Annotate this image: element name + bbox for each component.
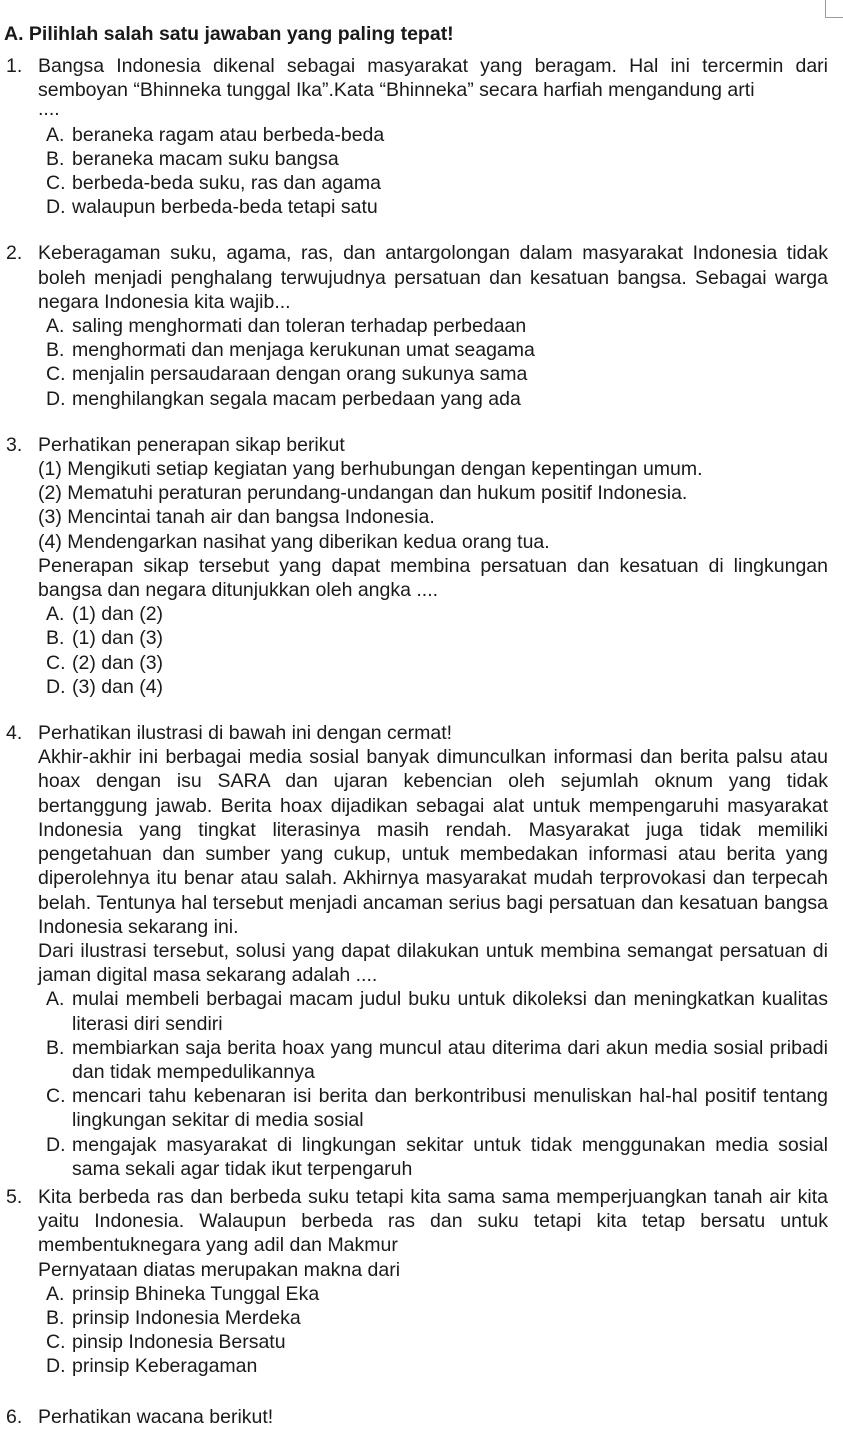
option-letter: C. [46,1085,66,1108]
option-a[interactable] [46,314,828,338]
option-text: (1) dan (3) [72,627,164,650]
option-text: menjalin persaudaraan dengan orang sukunya sama [72,363,528,386]
option-a[interactable] [46,1282,828,1306]
option-d[interactable] [46,1354,828,1378]
question-1 [4,54,828,219]
option-b[interactable] [46,1036,828,1084]
option-d[interactable] [46,195,828,219]
option-letter: D. [46,387,66,410]
question-sheet [4,22,828,1429]
question-passage: Akhir-akhir ini berbagai media sosial banyak dimunculkan informasi dan berita palsu atau hoax dengan isu SARA dan ujaran kebencian oleh sejumlah oknum yang tidak bertanggung jawab. Berita hoax dijadikan sebagai alat untuk mempengaruhi masyarakat Indonesia yang tingkat literasinya masih rendah. Masyarakat juga tidak memiliki pengetahuan dan sumber yang cukup, untuk membedakan informasi atau berita yang diperolehnya itu benar atau salah. Akhirnya masyarakat mudah terprovokasi dan terpecah belah. Tentunya hal tersebut menjadi ancaman serius bagi persatuan dan kesatuan bangsa Indonesia sekarang ini. [38,746,828,938]
option-letter: B. [46,1036,65,1059]
option-text: mencari tahu kebenaran isi berita dan berkontribusi menuliskan hal-hal positif tentang lingkungan sekitar di media sosial [72,1085,828,1132]
option-b[interactable] [46,338,828,362]
statement-4: (4) Mendengarkan nasihat yang diberikan kedua orang tua. [38,530,550,553]
option-c[interactable] [46,171,828,195]
option-a[interactable] [46,123,828,147]
option-d[interactable] [46,675,828,699]
option-letter: D. [46,1355,66,1378]
question-number: 1. [6,55,23,78]
question-ellipsis: .... [38,97,60,120]
option-letter: B. [46,147,65,170]
question-prompt: Dari ilustrasi tersebut, solusi yang dapat dilakukan untuk membina semangat persatuan di jaman digital masa sekarang adalah .... [38,939,828,987]
option-letter: D. [46,675,66,698]
option-b[interactable] [46,147,828,171]
option-text: (1) dan (2) [72,603,164,626]
question-2 [4,241,828,410]
option-text: menghilangkan segala macam perbedaan yang ada [72,387,521,410]
option-b[interactable] [46,1306,828,1330]
question-3 [4,433,828,699]
option-c[interactable] [46,651,828,675]
section-title: A. Pilihlah salah satu jawaban yang paling tepat! [4,23,454,45]
option-text: pinsip Indonesia Bersatu [72,1331,286,1354]
question-prompt: Pernyataan diatas merupakan makna dari [38,1258,401,1281]
option-letter: A. [46,315,65,338]
option-letter: A. [46,1282,65,1305]
question-text: Kita berbeda ras dan berbeda suku tetapi kita sama sama memperjuangkan tanah air kita yaitu Indonesia. Walaupun berbeda ras dan suku tetapi kita tetap bersatu untuk membentuknegara yang adil dan Makmur [38,1185,828,1257]
option-letter: A. [46,988,65,1011]
option-c[interactable] [46,1084,828,1132]
option-text: (2) dan (3) [72,651,164,674]
option-text: berbeda-beda suku, ras dan agama [72,172,381,195]
option-text: membiarkan saja berita hoax yang muncul atau diterima dari akun media sosial pribadi dan tidak mempedulikannya [72,1036,828,1083]
option-text: beraneka ragam atau berbeda-beda [72,123,385,146]
option-letter: A. [46,123,65,146]
option-a[interactable] [46,602,828,626]
option-letter: D. [46,196,66,219]
statement-3: (3) Mencintai tanah air dan bangsa Indonesia. [38,506,435,529]
option-letter: C. [46,172,66,195]
option-letter: B. [46,339,65,362]
question-number: 6. [6,1405,23,1428]
page-corner-mark [825,0,843,18]
option-letter: C. [46,1331,66,1354]
question-text: Perhatikan penerapan sikap berikut [38,433,345,456]
statement-2: (2) Mematuhi peraturan perundang-undangan dan hukum positif Indonesia. [38,482,688,505]
question-prompt: Penerapan sikap tersebut yang dapat membina persatuan dan kesatuan di lingkungan bangsa dan negara ditunjukkan oleh angka .... [38,554,828,602]
question-text: Perhatikan ilustrasi di bawah ini dengan cermat! [38,722,453,745]
question-text: Keberagaman suku, agama, ras, dan antargolongan dalam masyarakat Indonesia tidak boleh menjadi penghalang terwujudnya persatuan dan kesatuan bangsa. Sebagai warga negara Indonesia kita wajib... [38,242,828,313]
question-6 [4,1405,828,1429]
option-c[interactable] [46,1330,828,1354]
question-number: 2. [6,242,23,265]
option-text: prinsip Indonesia Merdeka [72,1306,301,1329]
question-number: 3. [6,433,23,456]
question-4 [4,721,828,1181]
option-letter: D. [46,1133,66,1156]
option-b[interactable] [46,626,828,650]
question-text: Bangsa Indonesia dikenal sebagai masyarakat yang beragam. Hal ini tercermin dari semboyan “Bhinneka tunggal Ika”.Kata “Bhinneka” secara harfiah mengandung arti [38,55,828,102]
option-d[interactable] [46,387,828,411]
option-c[interactable] [46,362,828,386]
option-text: menghormati dan menjaga kerukunan umat seagama [72,339,535,362]
option-text: mulai membeli berbagai macam judul buku untuk dikoleksi dan meningkatkan kualitas literasi diri sendiri [72,988,828,1035]
option-d[interactable] [46,1133,828,1181]
option-text: mengajak masyarakat di lingkungan sekitar untuk tidak menggunakan media sosial sama sekali agar tidak ikut terpengaruh [72,1133,828,1180]
option-text: saling menghormati dan toleran terhadap perbedaan [72,315,527,338]
option-letter: A. [46,603,65,626]
option-letter: B. [46,627,65,650]
question-5 [4,1185,828,1379]
option-text: beraneka macam suku bangsa [72,147,339,170]
option-letter: C. [46,651,66,674]
question-text: Perhatikan wacana berikut! [38,1405,274,1428]
option-letter: B. [46,1306,65,1329]
statement-1: (1) Mengikuti setiap kegiatan yang berhubungan dengan kepentingan umum. [38,458,703,481]
option-text: walaupun berbeda-beda tetapi satu [72,196,378,219]
option-a[interactable] [46,987,828,1035]
question-number: 5. [6,1185,23,1208]
option-text: (3) dan (4) [72,675,164,698]
question-number: 4. [6,722,23,745]
option-text: prinsip Keberagaman [72,1355,258,1378]
option-text: prinsip Bhineka Tunggal Eka [72,1282,320,1305]
option-letter: C. [46,363,66,386]
